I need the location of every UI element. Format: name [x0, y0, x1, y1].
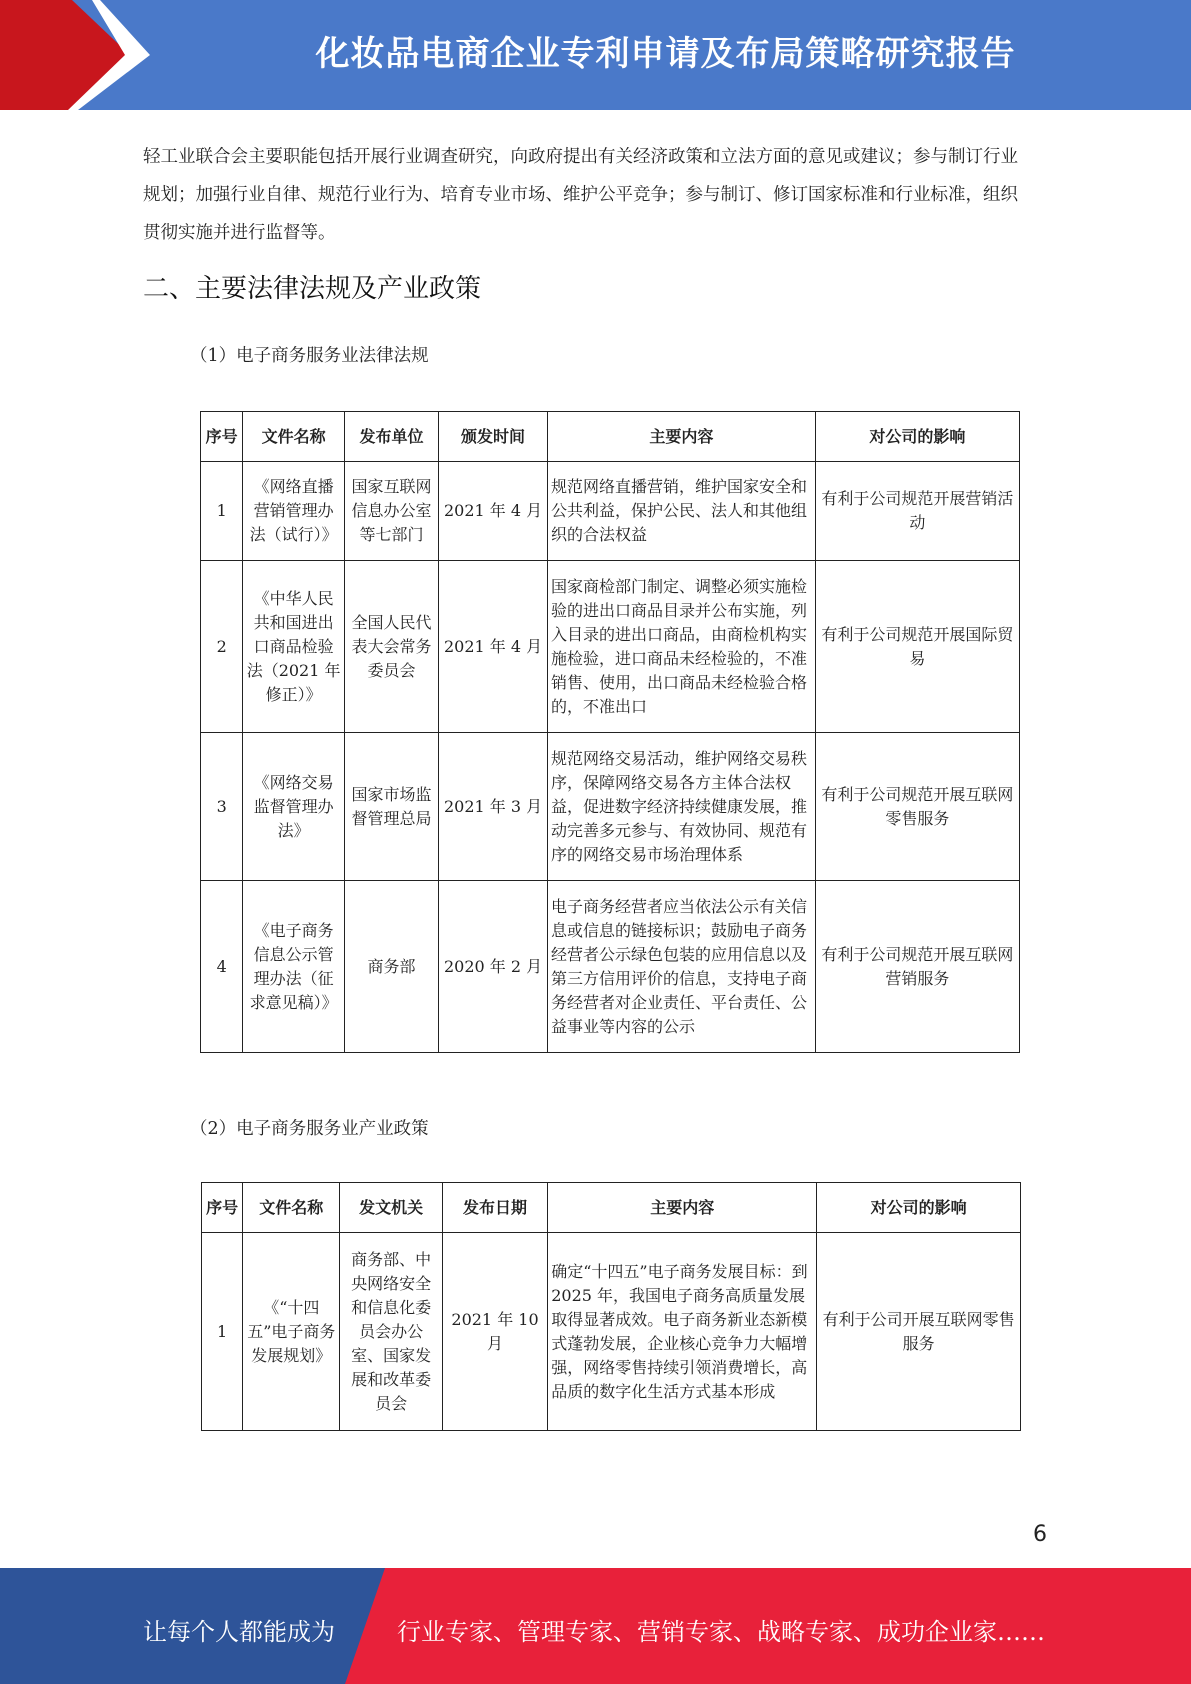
- table-row: [201, 462, 1020, 561]
- row-impact: 有利于公司规范开展国际贸易: [815, 561, 1019, 733]
- policy-table: [201, 1182, 1021, 1431]
- row-date: 2020 年 2 月: [439, 881, 548, 1053]
- col-header-seq: 序号: [201, 412, 243, 462]
- row-date: 2021 年 3 月: [439, 733, 548, 881]
- table-row: [201, 561, 1020, 733]
- row-doc-name: 《“十四五”电子商务发展规划》: [243, 1233, 340, 1431]
- section-title: 二、主要法律法规及产业政策: [143, 274, 482, 304]
- row-impact: 有利于公司规范开展互联网零售服务: [815, 733, 1019, 881]
- intro-paragraph: 轻工业联合会主要职能包括开展行业调查研究，向政府提出有关经济政策和立法方面的意见或建议；参与制订行业规划；加强行业自律、规范行业行为、培育专业市场、维护公平竞争；参与制订、修订国家标准和行业标准，组织贯彻实施并进行监督等。: [143, 147, 1018, 243]
- row-doc-name: 《网络交易监督管理办法》: [243, 733, 345, 881]
- footer-slogan-right: 行业专家、管理专家、营销专家、战略专家、成功企业家……: [397, 1618, 1045, 1646]
- page-header: [0, 0, 1191, 110]
- row-seq: 3: [201, 733, 243, 881]
- row-issuer: 商务部、中央网络安全和信息化委员会办公室、国家发展和改革委员会: [340, 1233, 442, 1431]
- row-seq: 2: [201, 561, 243, 733]
- row-impact: 有利于公司规范开展互联网营销服务: [815, 881, 1019, 1053]
- row-content: 确定“十四五”电子商务发展目标：到 2025 年，我国电子商务高质量发展取得显著成效。电子商务新业态新模式蓬勃发展，企业核心竞争力大幅增强，网络零售持续引领消费增长，高品质的数字化生活方式基本形成: [548, 1233, 817, 1431]
- row-seq: 1: [202, 1233, 243, 1431]
- table-row: [201, 881, 1020, 1053]
- row-content: 国家商检部门制定、调整必须实施检验的进出口商品目录并公布实施，列入目录的进出口商品，由商检机构实施检验，进口商品未经检验的，不准销售、使用，出口商品未经检验合格的，不准出口: [548, 561, 816, 733]
- row-doc-name: 《中华人民共和国进出口商品检验法（2021 年修正）》: [243, 561, 345, 733]
- table-row: [202, 1233, 1021, 1431]
- row-content: 规范网络交易活动，维护网络交易秩序，保障网络交易各方主体合法权益，促进数字经济持续健康发展，推动完善多元参与、有效协同、规范有序的网络交易市场治理体系: [548, 733, 816, 881]
- row-seq: 4: [201, 881, 243, 1053]
- col-header-name: 文件名称: [243, 412, 345, 462]
- col-header-date: 颁发时间: [439, 412, 548, 462]
- col-header-name: 文件名称: [243, 1183, 340, 1233]
- report-title: 化妆品电商企业专利申请及布局策略研究报告: [315, 34, 1016, 74]
- col-header-issuer: 发文机关: [340, 1183, 442, 1233]
- table-header-row: [202, 1183, 1021, 1233]
- row-seq: 1: [201, 462, 243, 561]
- col-header-content: 主要内容: [548, 412, 816, 462]
- page-number: 6: [1033, 1522, 1047, 1547]
- laws-table: [200, 411, 1020, 1053]
- row-impact: 有利于公司规范开展营销活动: [815, 462, 1019, 561]
- row-issuer: 国家市场监督管理总局: [344, 733, 438, 881]
- row-issuer: 国家互联网信息办公室等七部门: [344, 462, 438, 561]
- col-header-date: 发布日期: [442, 1183, 547, 1233]
- row-content: 电子商务经营者应当依法公示有关信息或信息的链接标识；鼓励电子商务经营者公示绿色包装的应用信息以及第三方信用评价的信息，支持电子商务经营者对企业责任、平台责任、公益事业等内容的公示: [548, 881, 816, 1053]
- row-date: 2021 年 4 月: [439, 462, 548, 561]
- table-header-row: [201, 412, 1020, 462]
- footer-slogan-left: 让每个人都能成为: [143, 1618, 335, 1646]
- row-content: 规范网络直播营销，维护国家安全和公共利益，保护公民、法人和其他组织的合法权益: [548, 462, 816, 561]
- row-doc-name: 《电子商务信息公示管理办法（征求意见稿）》: [243, 881, 345, 1053]
- row-date: 2021 年 10 月: [442, 1233, 547, 1431]
- col-header-seq: 序号: [202, 1183, 243, 1233]
- col-header-impact: 对公司的影响: [815, 412, 1019, 462]
- row-doc-name: 《网络直播营销管理办法（试行）》: [243, 462, 345, 561]
- row-impact: 有利于公司开展互联网零售服务: [817, 1233, 1021, 1431]
- col-header-issuer: 发布单位: [344, 412, 438, 462]
- table1-caption: （1）电子商务服务业法律法规: [190, 346, 429, 366]
- col-header-content: 主要内容: [548, 1183, 817, 1233]
- row-issuer: 全国人民代表大会常务委员会: [344, 561, 438, 733]
- col-header-impact: 对公司的影响: [817, 1183, 1021, 1233]
- table-row: [201, 733, 1020, 881]
- page-footer: [0, 1568, 1191, 1684]
- row-date: 2021 年 4 月: [439, 561, 548, 733]
- table2-caption: （2）电子商务服务业产业政策: [190, 1119, 429, 1139]
- row-issuer: 商务部: [344, 881, 438, 1053]
